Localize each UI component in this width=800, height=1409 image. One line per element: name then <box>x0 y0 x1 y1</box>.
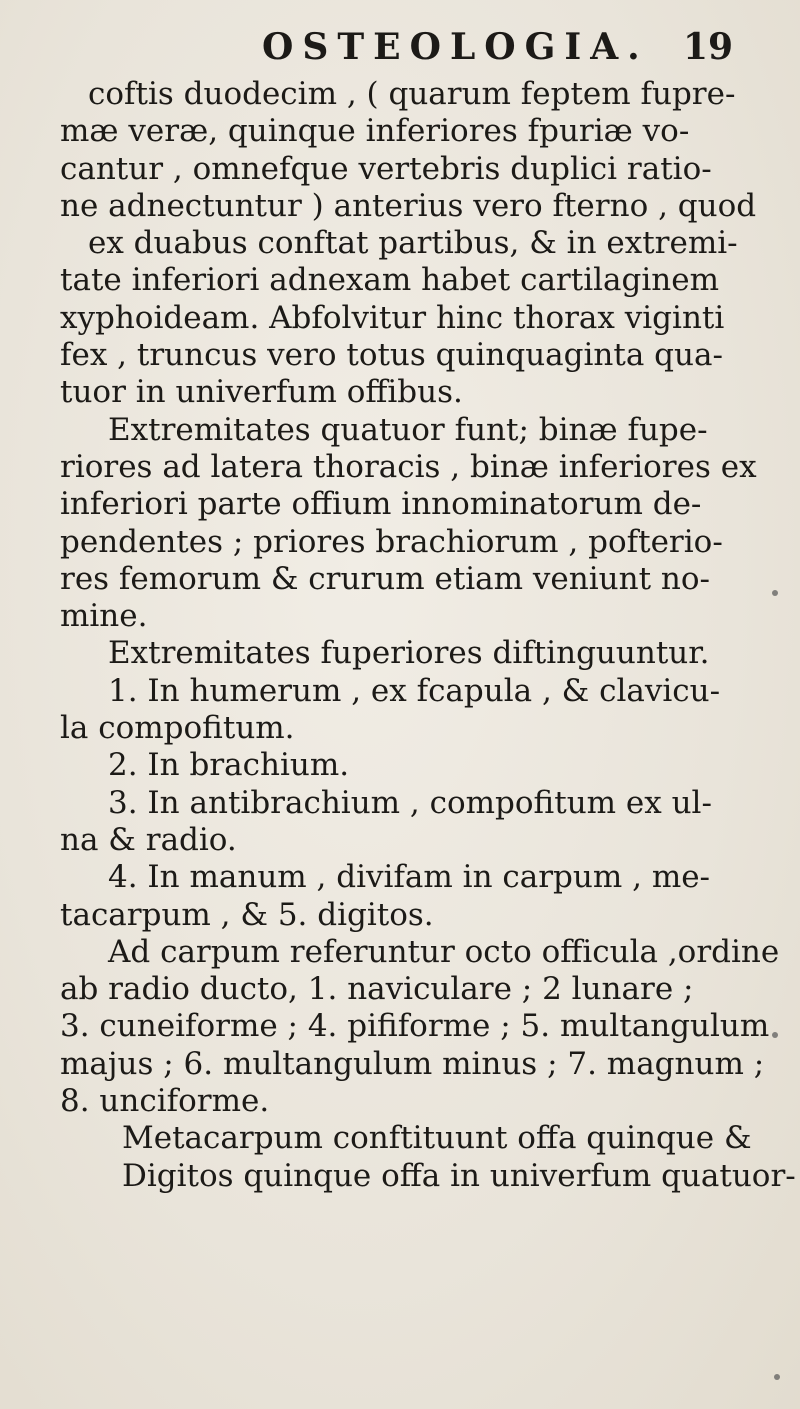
text-line: pendentes ; priores brachiorum , pofterio- <box>60 523 723 560</box>
text-line: res femorum & crurum etiam veniunt no- <box>60 560 711 597</box>
text-line: xyphoideam. Abfolvitur hinc thorax viginti <box>60 299 725 336</box>
margin-speck <box>772 1032 778 1038</box>
text-line: inferiori parte offium innominatorum de- <box>60 486 702 523</box>
text-line: 8. unciforme. <box>60 1083 270 1120</box>
text-line: ex duabus conftat partibus, & in extremi- <box>88 225 738 262</box>
text-line: Digitos quinque offa in univerfum quatuor- <box>122 1157 796 1194</box>
text-line: na & radio. <box>60 821 237 858</box>
text-line: tate inferiori adnexam habet cartilaginem <box>60 262 719 299</box>
text-line: 3. cuneiforme ; 4. pififorme ; 5. multangulum <box>60 1008 770 1045</box>
text-line: mæ veræ, quinque inferiores fpuriæ vo- <box>60 113 690 150</box>
text-line: tuor in univerfum offibus. <box>60 374 463 411</box>
list-item-line: 1. In humerum , ex fcapula , & clavicu- <box>108 672 721 709</box>
paragraph-start-line: Ad carpum referuntur octo officula ,ordine <box>108 933 780 970</box>
margin-speck <box>774 1374 780 1380</box>
text-line: ab radio ducto, 1. naviculare ; 2 lunare ; <box>60 971 694 1008</box>
paragraph-start-line: Extremitates fuperiores diftinguuntur. <box>108 635 710 672</box>
text-line: coftis duodecim , ( quarum feptem fupre- <box>88 76 736 112</box>
list-item-line: 3. In antibrachium , compofitum ex ul- <box>108 784 712 821</box>
text-line: ne adnectuntur ) anterius vero fterno , quod <box>60 187 757 224</box>
body-text <box>60 76 796 1195</box>
text-line: mine. <box>60 598 148 635</box>
text-line: fex , truncus vero totus quinquaginta qua- <box>60 337 723 374</box>
running-title: OSTEOLOGIA. <box>262 26 649 68</box>
page-header <box>0 26 800 76</box>
text-line: la compofitum. <box>60 710 295 747</box>
margin-speck <box>772 590 778 596</box>
text-line: tacarpum , & 5. digitos. <box>60 896 434 933</box>
text-line: majus ; 6. multangulum minus ; 7. magnum ; <box>60 1045 765 1082</box>
list-item-line: 4. In manum , divifam in carpum , me- <box>108 859 711 896</box>
text-line: cantur , omnefque vertebris duplici ratio- <box>60 150 712 187</box>
list-item-line: 2. In brachium. <box>108 747 350 784</box>
paragraph-start-line: Extremitates quatuor funt; binæ fupe- <box>108 411 708 448</box>
text-line: riores ad latera thoracis , binæ inferiores ex <box>60 448 757 485</box>
page-number: 19 <box>683 26 734 68</box>
paragraph-start-line: Metacarpum conftituunt offa quinque & <box>122 1120 752 1157</box>
